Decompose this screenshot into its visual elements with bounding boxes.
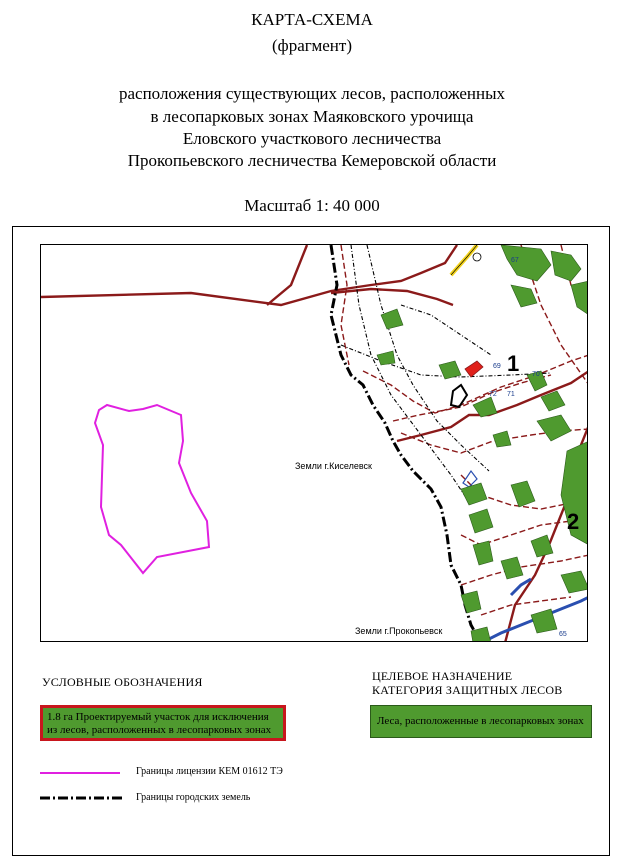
map-panel [40,244,588,642]
legend-license-line [40,772,120,774]
area-number-2: 2 [567,509,580,534]
quarter-number-67: 67 [511,257,519,264]
legend-plot-box: 1.8 га Проектируемый участок для исключения из лесов, расположенных в лесопарковых зонах [40,705,286,741]
quarter-number-65: 65 [559,631,567,638]
scale-label: Масштаб 1: 40 000 [244,196,380,215]
license-boundary-polygon [95,405,209,573]
legend-city-line [38,794,124,802]
map-label-prokopyevsk: Земли г.Прокопьевск [355,626,443,636]
map-graphic [41,245,588,642]
area-number-1: 1 [507,351,520,376]
forest-patches [377,245,588,642]
city-land-boundary [331,245,481,642]
map-label-kiselevsk: Земли г.Киселевск [295,461,372,471]
description-line-3: Еловского участкового лесничества [182,129,442,148]
purpose-title-line-1: ЦЕЛЕВОЕ НАЗНАЧЕНИЕ [372,669,513,683]
map-title: КАРТА-СХЕМА [251,10,373,29]
purpose-category-box: Леса, расположенные в лесопарковых зонах [370,705,592,738]
description-line-2: в лесопарковых зонах Маяковского урочища [150,107,474,126]
quarter-number-71: 71 [507,391,515,398]
legend-license-label: Границы лицензии КЕМ 01612 ТЭ [136,766,283,777]
legend-title: УСЛОВНЫЕ ОБОЗНАЧЕНИЯ [42,675,203,689]
legend-city-label: Границы городских земель [136,792,251,803]
purpose-title [372,669,562,697]
projected-plot [465,361,483,377]
quarter-number-69: 69 [493,363,501,370]
description-line-4: Прокопьевского лесничества Кемеровской области [127,151,497,170]
quarter-number-72: 72 [489,391,497,398]
quarter-number-70: 70 [532,371,540,378]
description-line-1: расположения существующих лесов, расположенных [118,84,506,103]
purpose-title-line-2: КАТЕГОРИЯ ЗАЩИТНЫХ ЛЕСОВ [372,683,563,697]
map-subtitle: (фрагмент) [272,36,352,55]
